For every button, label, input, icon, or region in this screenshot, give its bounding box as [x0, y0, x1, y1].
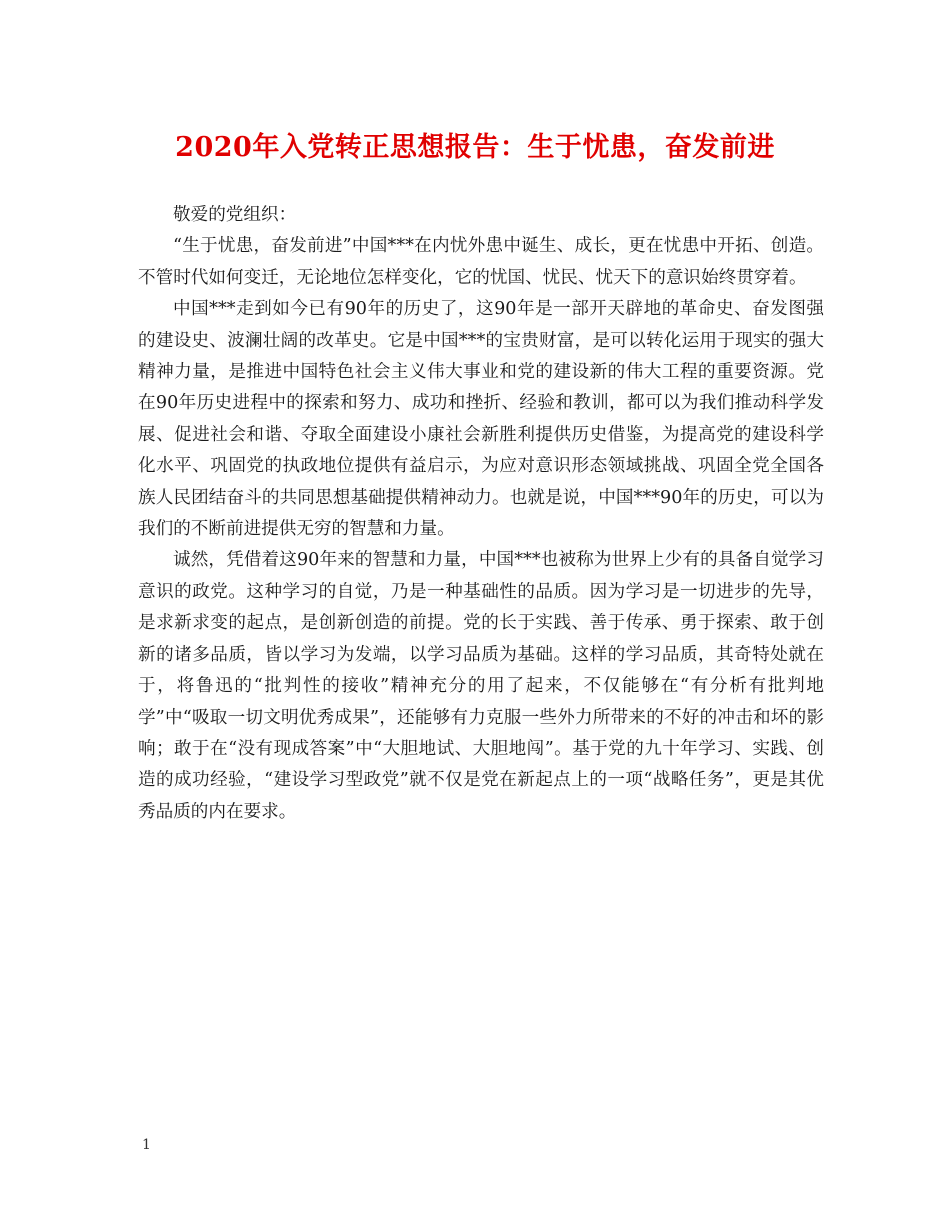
paragraph-1: “生于忧患，奋发前进”中国***在内忧外患中诞生、成长，更在忧患中开拓、创造。不管时代如何变迁，无论地位怎样变化，它的忧国、忧民、忧天下的意识始终贯穿着。	[138, 236, 824, 288]
paragraph-2: 中国***走到如今已有90年的历史了，这90年是一部开天辟地的革命史、奋发图强的建设史、波澜壮阔的改革史。它是中国***的宝贵财富，是可以转化运用于现实的强大精神力量，是推进中国特色社会主义伟大事业和党的建设新的伟大工程的重要资源。党在90年历史进程中的探索和努力、成功和挫折、经验和教训，都可以为我们推动科学发展、促进社会和谐、夺取全面建设小康社会新胜利提供历史借鉴，为提高党的建设科学化水平、巩固党的执政地位提供有益启示，为应对意识形态领域挑战、巩固全党全国各族人民团结奋斗的共同思想基础提供精神动力。也就是说，中国***90年的历史，可以为我们的不断前进提供无穷的智慧和力量。	[138, 299, 824, 540]
paragraph-3: 诚然，凭借着这90年来的智慧和力量，中国***也被称为世界上少有的具备自觉学习意识的政党。这种学习的自觉，乃是一种基础性的品质。因为学习是一切进步的先导，是求新求变的起点，是创新创造的前提。党的长于实践、善于传承、勇于探索、敢于创新的诸多品质，皆以学习为发端，以学习品质为基础。这样的学习品质，其奇特处就在于，将鲁迅的“批判性的接收”精神充分的用了起来，不仅能够在“有分析有批判地学”中“吸取一切文明优秀成果”，还能够有力克服一些外力所带来的不好的冲击和坏的影响；敢于在“没有现成答案”中“大胆地试、大胆地闯”。基于党的九十年学习、实践、创造的成功经验，“建设学习型政党”就不仅是党在新起点上的一项“战略任务”，更是其优秀品质的内在要求。	[138, 550, 824, 822]
salutation: 敬爱的党组织：	[173, 205, 297, 225]
document-title: 2020年入党转正思想报告：生于忧患，奋发前进	[175, 132, 775, 163]
document-body	[138, 200, 824, 828]
page-number: 1	[142, 1137, 151, 1153]
